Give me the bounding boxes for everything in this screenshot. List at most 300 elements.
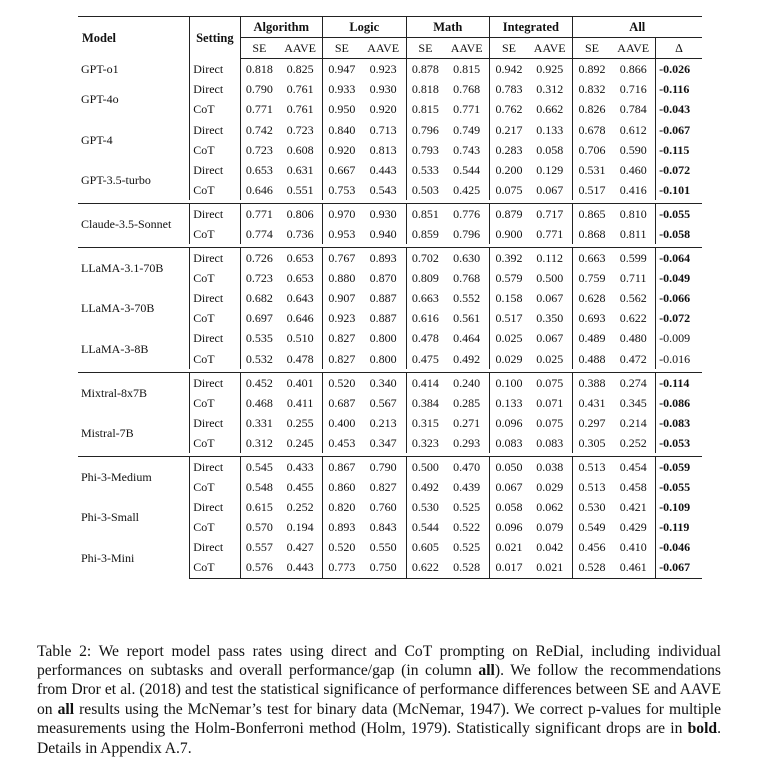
- se-value-cell: 0.096: [490, 413, 528, 433]
- se-value-cell: 0.827: [323, 328, 361, 348]
- se-value-cell: 0.528: [572, 557, 611, 578]
- se-value-cell: 0.860: [323, 477, 361, 497]
- aave-value-cell: 0.038: [528, 456, 572, 477]
- se-value-cell: 0.468: [240, 393, 278, 413]
- se-value-cell: 0.851: [406, 203, 444, 224]
- setting-cell: Direct: [190, 203, 240, 224]
- se-value-cell: 0.815: [406, 99, 444, 119]
- se-value-cell: 0.723: [240, 140, 278, 160]
- se-value-cell: 0.312: [240, 433, 278, 453]
- se-value-cell: 0.431: [572, 393, 611, 413]
- se-value-cell: 0.384: [406, 393, 444, 413]
- model-group: [78, 203, 702, 244]
- aave-value-cell: 0.271: [453, 415, 481, 430]
- model-name: GPT-4: [81, 132, 113, 147]
- delta-cell: -0.058: [656, 224, 702, 244]
- aave-value-cell: 0.433: [278, 456, 322, 477]
- aave-value-cell: 0.761: [286, 82, 314, 97]
- setting-cell: CoT: [190, 433, 240, 453]
- model-name: Mistral-7B: [81, 425, 134, 440]
- aave-value-cell: 0.429: [619, 520, 647, 535]
- table-row: [78, 203, 702, 224]
- model-name: LLaMA-3.1-70B: [78, 248, 190, 289]
- se-value-cell: 0.570: [240, 517, 278, 537]
- aave-value-cell: 0.245: [286, 435, 314, 450]
- se-value-cell: 0.297: [572, 413, 611, 433]
- caption-text: results using the McNemar’s test for binary data (McNemar, 1947). We correct p-values for multiple measurements using the Holm-Bonferroni method (Holm, 1979). Statistically significant drops are in: [37, 700, 721, 738]
- se-value-cell: 0.820: [323, 497, 361, 517]
- aave-value-cell: 0.421: [619, 500, 647, 515]
- header-all-aave: AAVE: [611, 38, 655, 59]
- aave-value-cell: 0.464: [453, 331, 481, 346]
- se-value-cell: 0.517: [490, 308, 528, 328]
- results-table-container: [78, 16, 702, 579]
- aave-value-cell: 0.552: [453, 291, 481, 306]
- header-logic-aave: AAVE: [361, 38, 406, 59]
- aave-value-cell: 0.058: [536, 142, 564, 157]
- aave-value-cell: 0.887: [369, 311, 397, 326]
- aave-value-cell: 0.454: [611, 456, 655, 477]
- se-value-cell: 0.544: [406, 517, 444, 537]
- setting-cell: CoT: [190, 308, 240, 328]
- se-value-cell: 0.513: [572, 456, 611, 477]
- se-value-cell: 0.605: [406, 537, 444, 557]
- se-value-cell: 0.742: [240, 119, 278, 139]
- se-value-cell: 0.615: [240, 497, 278, 517]
- se-value-cell: 0.029: [490, 349, 528, 369]
- aave-value-cell: 0.887: [369, 291, 397, 306]
- se-value-cell: 0.702: [406, 248, 444, 269]
- table-row: [78, 288, 702, 308]
- se-value-cell: 0.050: [490, 456, 528, 477]
- se-value-cell: 0.535: [240, 328, 278, 348]
- se-value-cell: 0.200: [490, 160, 528, 180]
- se-value-cell: 0.083: [490, 433, 528, 453]
- aave-value-cell: 0.427: [286, 540, 314, 555]
- setting-cell: CoT: [190, 224, 240, 244]
- aave-value-cell: 0.021: [528, 557, 572, 578]
- table-row: [78, 160, 702, 180]
- aave-value-cell: 0.612: [619, 122, 647, 137]
- aave-value-cell: 0.716: [619, 82, 647, 97]
- se-value-cell: 0.693: [572, 308, 611, 328]
- se-value-cell: 0.865: [572, 203, 611, 224]
- aave-value-cell: 0.920: [369, 102, 397, 117]
- header-logic-se: SE: [323, 38, 361, 59]
- aave-value-cell: 0.443: [369, 162, 397, 177]
- se-value-cell: 0.017: [490, 557, 528, 578]
- se-value-cell: 0.859: [406, 224, 444, 244]
- delta-cell: -0.101: [656, 180, 702, 200]
- table-caption: [37, 642, 721, 758]
- se-value-cell: 0.096: [490, 517, 528, 537]
- model-name: Phi-3-Small: [81, 510, 140, 525]
- se-value-cell: 0.933: [323, 79, 361, 99]
- se-value-cell: 0.678: [572, 119, 611, 139]
- aave-value-cell: 0.443: [278, 557, 322, 578]
- aave-value-cell: 0.736: [286, 226, 314, 241]
- aave-value-cell: 0.866: [619, 62, 647, 77]
- delta-cell: -0.046: [656, 537, 702, 557]
- aave-value-cell: 0.551: [286, 182, 314, 197]
- se-value-cell: 0.771: [240, 203, 278, 224]
- setting-cell: CoT: [190, 393, 240, 413]
- se-value-cell: 0.818: [240, 59, 278, 80]
- se-value-cell: 0.557: [240, 537, 278, 557]
- model-name: Mixtral-8x7B: [78, 372, 190, 413]
- aave-value-cell: 0.340: [361, 372, 406, 393]
- model-group: [78, 59, 702, 200]
- se-value-cell: 0.767: [323, 248, 361, 269]
- se-value-cell: 0.687: [323, 393, 361, 413]
- setting-cell: Direct: [190, 497, 240, 517]
- delta-cell: -0.116: [656, 79, 702, 99]
- se-value-cell: 0.796: [406, 119, 444, 139]
- se-value-cell: 0.697: [240, 308, 278, 328]
- aave-value-cell: 0.567: [369, 395, 397, 410]
- se-value-cell: 0.075: [490, 180, 528, 200]
- se-value-cell: 0.923: [323, 308, 361, 328]
- model-group: [78, 248, 702, 369]
- aave-value-cell: 0.811: [619, 226, 647, 241]
- delta-cell: -0.072: [656, 308, 702, 328]
- setting-cell: Direct: [190, 119, 240, 139]
- delta-cell: -0.059: [656, 456, 702, 477]
- aave-value-cell: 0.425: [453, 182, 481, 197]
- se-value-cell: 0.879: [490, 203, 528, 224]
- se-value-cell: 0.880: [323, 268, 361, 288]
- se-value-cell: 0.947: [323, 59, 361, 80]
- se-value-cell: 0.532: [240, 349, 278, 369]
- setting-cell: Direct: [190, 288, 240, 308]
- se-value-cell: 0.478: [406, 328, 444, 348]
- aave-value-cell: 0.843: [369, 520, 397, 535]
- aave-value-cell: 0.562: [619, 291, 647, 306]
- aave-value-cell: 0.653: [286, 271, 314, 286]
- aave-value-cell: 0.608: [286, 142, 314, 157]
- delta-cell: -0.055: [656, 203, 702, 224]
- aave-value-cell: 0.550: [369, 540, 397, 555]
- aave-value-cell: 0.749: [453, 122, 481, 137]
- se-value-cell: 0.753: [323, 180, 361, 200]
- aave-value-cell: 0.930: [369, 82, 397, 97]
- delta-cell: -0.119: [656, 517, 702, 537]
- se-value-cell: 0.517: [572, 180, 611, 200]
- aave-value-cell: 0.622: [619, 311, 647, 326]
- aave-value-cell: 0.776: [444, 203, 489, 224]
- setting-cell: Direct: [190, 372, 240, 393]
- setting-cell: CoT: [190, 99, 240, 119]
- setting-cell: CoT: [190, 557, 240, 578]
- header-algorithm: Algorithm: [240, 17, 323, 38]
- model-name: Phi-3-Mini: [81, 550, 135, 565]
- se-value-cell: 0.832: [572, 79, 611, 99]
- caption-text: Table 2: We report model pass rates using direct and CoT prompting on ReDial, including individual performances on subtasks and overall performance/gap (in column: [37, 642, 721, 679]
- setting-cell: CoT: [190, 268, 240, 288]
- se-value-cell: 0.809: [406, 268, 444, 288]
- model-group: [78, 372, 702, 453]
- se-value-cell: 0.628: [572, 288, 611, 308]
- aave-value-cell: 0.923: [369, 62, 397, 77]
- se-value-cell: 0.530: [406, 497, 444, 517]
- delta-cell: -0.067: [656, 119, 702, 139]
- aave-value-cell: 0.662: [536, 102, 564, 117]
- se-value-cell: 0.682: [240, 288, 278, 308]
- delta-cell: -0.055: [656, 477, 702, 497]
- aave-value-cell: 0.930: [361, 203, 406, 224]
- se-value-cell: 0.133: [490, 393, 528, 413]
- aave-value-cell: 0.347: [369, 435, 397, 450]
- delta-cell: -0.086: [656, 393, 702, 413]
- se-value-cell: 0.217: [490, 119, 528, 139]
- aave-value-cell: 0.067: [536, 331, 564, 346]
- se-value-cell: 0.513: [572, 477, 611, 497]
- aave-value-cell: 0.784: [619, 102, 647, 117]
- se-value-cell: 0.771: [240, 99, 278, 119]
- se-value-cell: 0.531: [572, 160, 611, 180]
- se-value-cell: 0.548: [240, 477, 278, 497]
- aave-value-cell: 0.025: [536, 351, 564, 366]
- setting-cell: CoT: [190, 140, 240, 160]
- aave-value-cell: 0.893: [361, 248, 406, 269]
- aave-value-cell: 0.510: [286, 331, 314, 346]
- se-value-cell: 0.773: [323, 557, 361, 578]
- delta-cell: -0.072: [656, 160, 702, 180]
- se-value-cell: 0.706: [572, 140, 611, 160]
- se-value-cell: 0.520: [323, 537, 361, 557]
- se-value-cell: 0.489: [572, 328, 611, 348]
- delta-cell: -0.109: [656, 497, 702, 517]
- se-value-cell: 0.759: [572, 268, 611, 288]
- model-name: GPT-3.5-turbo: [81, 172, 151, 187]
- aave-value-cell: 0.214: [619, 415, 647, 430]
- header-all: All: [572, 17, 702, 38]
- aave-value-cell: 0.410: [619, 540, 647, 555]
- model-name: LLaMA-3-70B: [81, 301, 155, 316]
- se-value-cell: 0.818: [406, 79, 444, 99]
- se-value-cell: 0.456: [572, 537, 611, 557]
- table-row: [78, 372, 702, 393]
- aave-value-cell: 0.133: [536, 122, 564, 137]
- setting-cell: Direct: [190, 248, 240, 269]
- header-math-se: SE: [406, 38, 444, 59]
- header-delta: ∆: [656, 38, 702, 59]
- se-value-cell: 0.392: [490, 248, 528, 269]
- aave-value-cell: 0.940: [369, 226, 397, 241]
- aave-value-cell: 0.796: [453, 226, 481, 241]
- se-value-cell: 0.058: [490, 497, 528, 517]
- se-value-cell: 0.878: [406, 59, 444, 80]
- table-row: [78, 248, 702, 269]
- aave-value-cell: 0.285: [453, 395, 481, 410]
- aave-value-cell: 0.771: [453, 102, 481, 117]
- header-algorithm-aave: AAVE: [278, 38, 322, 59]
- aave-value-cell: 0.461: [611, 557, 655, 578]
- aave-value-cell: 0.345: [619, 395, 647, 410]
- setting-cell: CoT: [190, 477, 240, 497]
- aave-value-cell: 0.252: [619, 435, 647, 450]
- se-value-cell: 0.331: [240, 413, 278, 433]
- aave-value-cell: 0.630: [444, 248, 489, 269]
- aave-value-cell: 0.717: [528, 203, 572, 224]
- se-value-cell: 0.663: [406, 288, 444, 308]
- se-value-cell: 0.576: [240, 557, 278, 578]
- se-value-cell: 0.400: [323, 413, 361, 433]
- model-name: LLaMA-3-8B: [81, 341, 149, 356]
- se-value-cell: 0.793: [406, 140, 444, 160]
- se-value-cell: 0.920: [323, 140, 361, 160]
- se-value-cell: 0.452: [240, 372, 278, 393]
- delta-cell: -0.067: [656, 557, 702, 578]
- se-value-cell: 0.549: [572, 517, 611, 537]
- model-name: Phi-3-Medium: [78, 456, 190, 497]
- aave-value-cell: 0.470: [444, 456, 489, 477]
- se-value-cell: 0.283: [490, 140, 528, 160]
- table-row: [78, 79, 702, 99]
- aave-value-cell: 0.653: [278, 248, 322, 269]
- table-row: [78, 413, 702, 433]
- se-value-cell: 0.021: [490, 537, 528, 557]
- aave-value-cell: 0.750: [361, 557, 406, 578]
- se-value-cell: 0.783: [490, 79, 528, 99]
- aave-value-cell: 0.274: [611, 372, 655, 393]
- aave-value-cell: 0.075: [528, 372, 572, 393]
- aave-value-cell: 0.813: [369, 142, 397, 157]
- aave-value-cell: 0.925: [536, 62, 564, 77]
- aave-value-cell: 0.401: [278, 372, 322, 393]
- setting-cell: CoT: [190, 349, 240, 369]
- aave-value-cell: 0.062: [536, 500, 564, 515]
- aave-value-cell: 0.723: [286, 122, 314, 137]
- header-algorithm-se: SE: [240, 38, 278, 59]
- delta-cell: -0.043: [656, 99, 702, 119]
- aave-value-cell: 0.071: [536, 395, 564, 410]
- setting-cell: CoT: [190, 180, 240, 200]
- caption-text: . Details in Appendix A.7.: [37, 720, 721, 757]
- aave-value-cell: 0.544: [453, 162, 481, 177]
- delta-cell: -0.114: [656, 372, 702, 393]
- aave-value-cell: 0.522: [453, 520, 481, 535]
- header-setting: Setting: [190, 17, 240, 59]
- aave-value-cell: 0.631: [286, 162, 314, 177]
- table-row: [78, 328, 702, 348]
- se-value-cell: 0.315: [406, 413, 444, 433]
- se-value-cell: 0.579: [490, 268, 528, 288]
- aave-value-cell: 0.525: [453, 500, 481, 515]
- header-integrated: Integrated: [490, 17, 573, 38]
- model-name: GPT-o1: [81, 61, 119, 76]
- aave-value-cell: 0.252: [286, 500, 314, 515]
- se-value-cell: 0.500: [406, 456, 444, 477]
- model-name: GPT-4o: [81, 92, 119, 107]
- delta-cell: -0.016: [656, 349, 702, 369]
- caption-bold-text: all: [478, 662, 495, 679]
- delta-cell: -0.064: [656, 248, 702, 269]
- se-value-cell: 0.100: [490, 372, 528, 393]
- se-value-cell: 0.533: [406, 160, 444, 180]
- se-value-cell: 0.970: [323, 203, 361, 224]
- header-math: Math: [406, 17, 490, 38]
- se-value-cell: 0.646: [240, 180, 278, 200]
- header-integrated-aave: AAVE: [528, 38, 572, 59]
- aave-value-cell: 0.460: [619, 162, 647, 177]
- aave-value-cell: 0.240: [444, 372, 489, 393]
- delta-cell: -0.115: [656, 140, 702, 160]
- aave-value-cell: 0.760: [369, 500, 397, 515]
- se-value-cell: 0.025: [490, 328, 528, 348]
- se-value-cell: 0.900: [490, 224, 528, 244]
- aave-value-cell: 0.528: [444, 557, 489, 578]
- aave-value-cell: 0.543: [369, 182, 397, 197]
- header-all-se: SE: [572, 38, 611, 59]
- se-value-cell: 0.774: [240, 224, 278, 244]
- aave-value-cell: 0.079: [536, 520, 564, 535]
- delta-cell: -0.009: [656, 328, 702, 348]
- aave-value-cell: 0.042: [536, 540, 564, 555]
- table-row: [78, 119, 702, 139]
- aave-value-cell: 0.455: [286, 480, 314, 495]
- setting-cell: Direct: [190, 79, 240, 99]
- se-value-cell: 0.840: [323, 119, 361, 139]
- se-value-cell: 0.667: [323, 160, 361, 180]
- se-value-cell: 0.453: [323, 433, 361, 453]
- table-row: [78, 537, 702, 557]
- se-value-cell: 0.790: [240, 79, 278, 99]
- se-value-cell: 0.475: [406, 349, 444, 369]
- setting-cell: Direct: [190, 456, 240, 477]
- se-value-cell: 0.826: [572, 99, 611, 119]
- aave-value-cell: 0.416: [619, 182, 647, 197]
- aave-value-cell: 0.350: [536, 311, 564, 326]
- caption-bold-text: bold: [687, 720, 718, 738]
- setting-cell: CoT: [190, 517, 240, 537]
- aave-value-cell: 0.112: [528, 248, 572, 269]
- aave-value-cell: 0.312: [536, 82, 564, 97]
- aave-value-cell: 0.599: [611, 248, 655, 269]
- se-value-cell: 0.545: [240, 456, 278, 477]
- aave-value-cell: 0.561: [453, 311, 481, 326]
- aave-value-cell: 0.711: [619, 271, 647, 286]
- aave-value-cell: 0.067: [536, 291, 564, 306]
- aave-value-cell: 0.643: [286, 291, 314, 306]
- se-value-cell: 0.488: [572, 349, 611, 369]
- table-row: [78, 456, 702, 477]
- aave-value-cell: 0.029: [536, 480, 564, 495]
- se-value-cell: 0.305: [572, 433, 611, 453]
- aave-value-cell: 0.870: [369, 271, 397, 286]
- aave-value-cell: 0.213: [369, 415, 397, 430]
- aave-value-cell: 0.810: [611, 203, 655, 224]
- aave-value-cell: 0.800: [369, 351, 397, 366]
- header-logic: Logic: [323, 17, 407, 38]
- aave-value-cell: 0.472: [619, 351, 647, 366]
- caption-bold-text: all: [57, 700, 75, 718]
- se-value-cell: 0.907: [323, 288, 361, 308]
- se-value-cell: 0.762: [490, 99, 528, 119]
- aave-value-cell: 0.492: [453, 351, 481, 366]
- aave-value-cell: 0.815: [453, 62, 481, 77]
- aave-value-cell: 0.255: [286, 415, 314, 430]
- aave-value-cell: 0.761: [286, 102, 314, 117]
- se-value-cell: 0.414: [406, 372, 444, 393]
- se-value-cell: 0.158: [490, 288, 528, 308]
- delta-cell: -0.049: [656, 268, 702, 288]
- aave-value-cell: 0.075: [536, 415, 564, 430]
- aave-value-cell: 0.480: [619, 331, 647, 346]
- header-model: Model: [78, 17, 190, 59]
- aave-value-cell: 0.478: [286, 351, 314, 366]
- delta-cell: -0.053: [656, 433, 702, 453]
